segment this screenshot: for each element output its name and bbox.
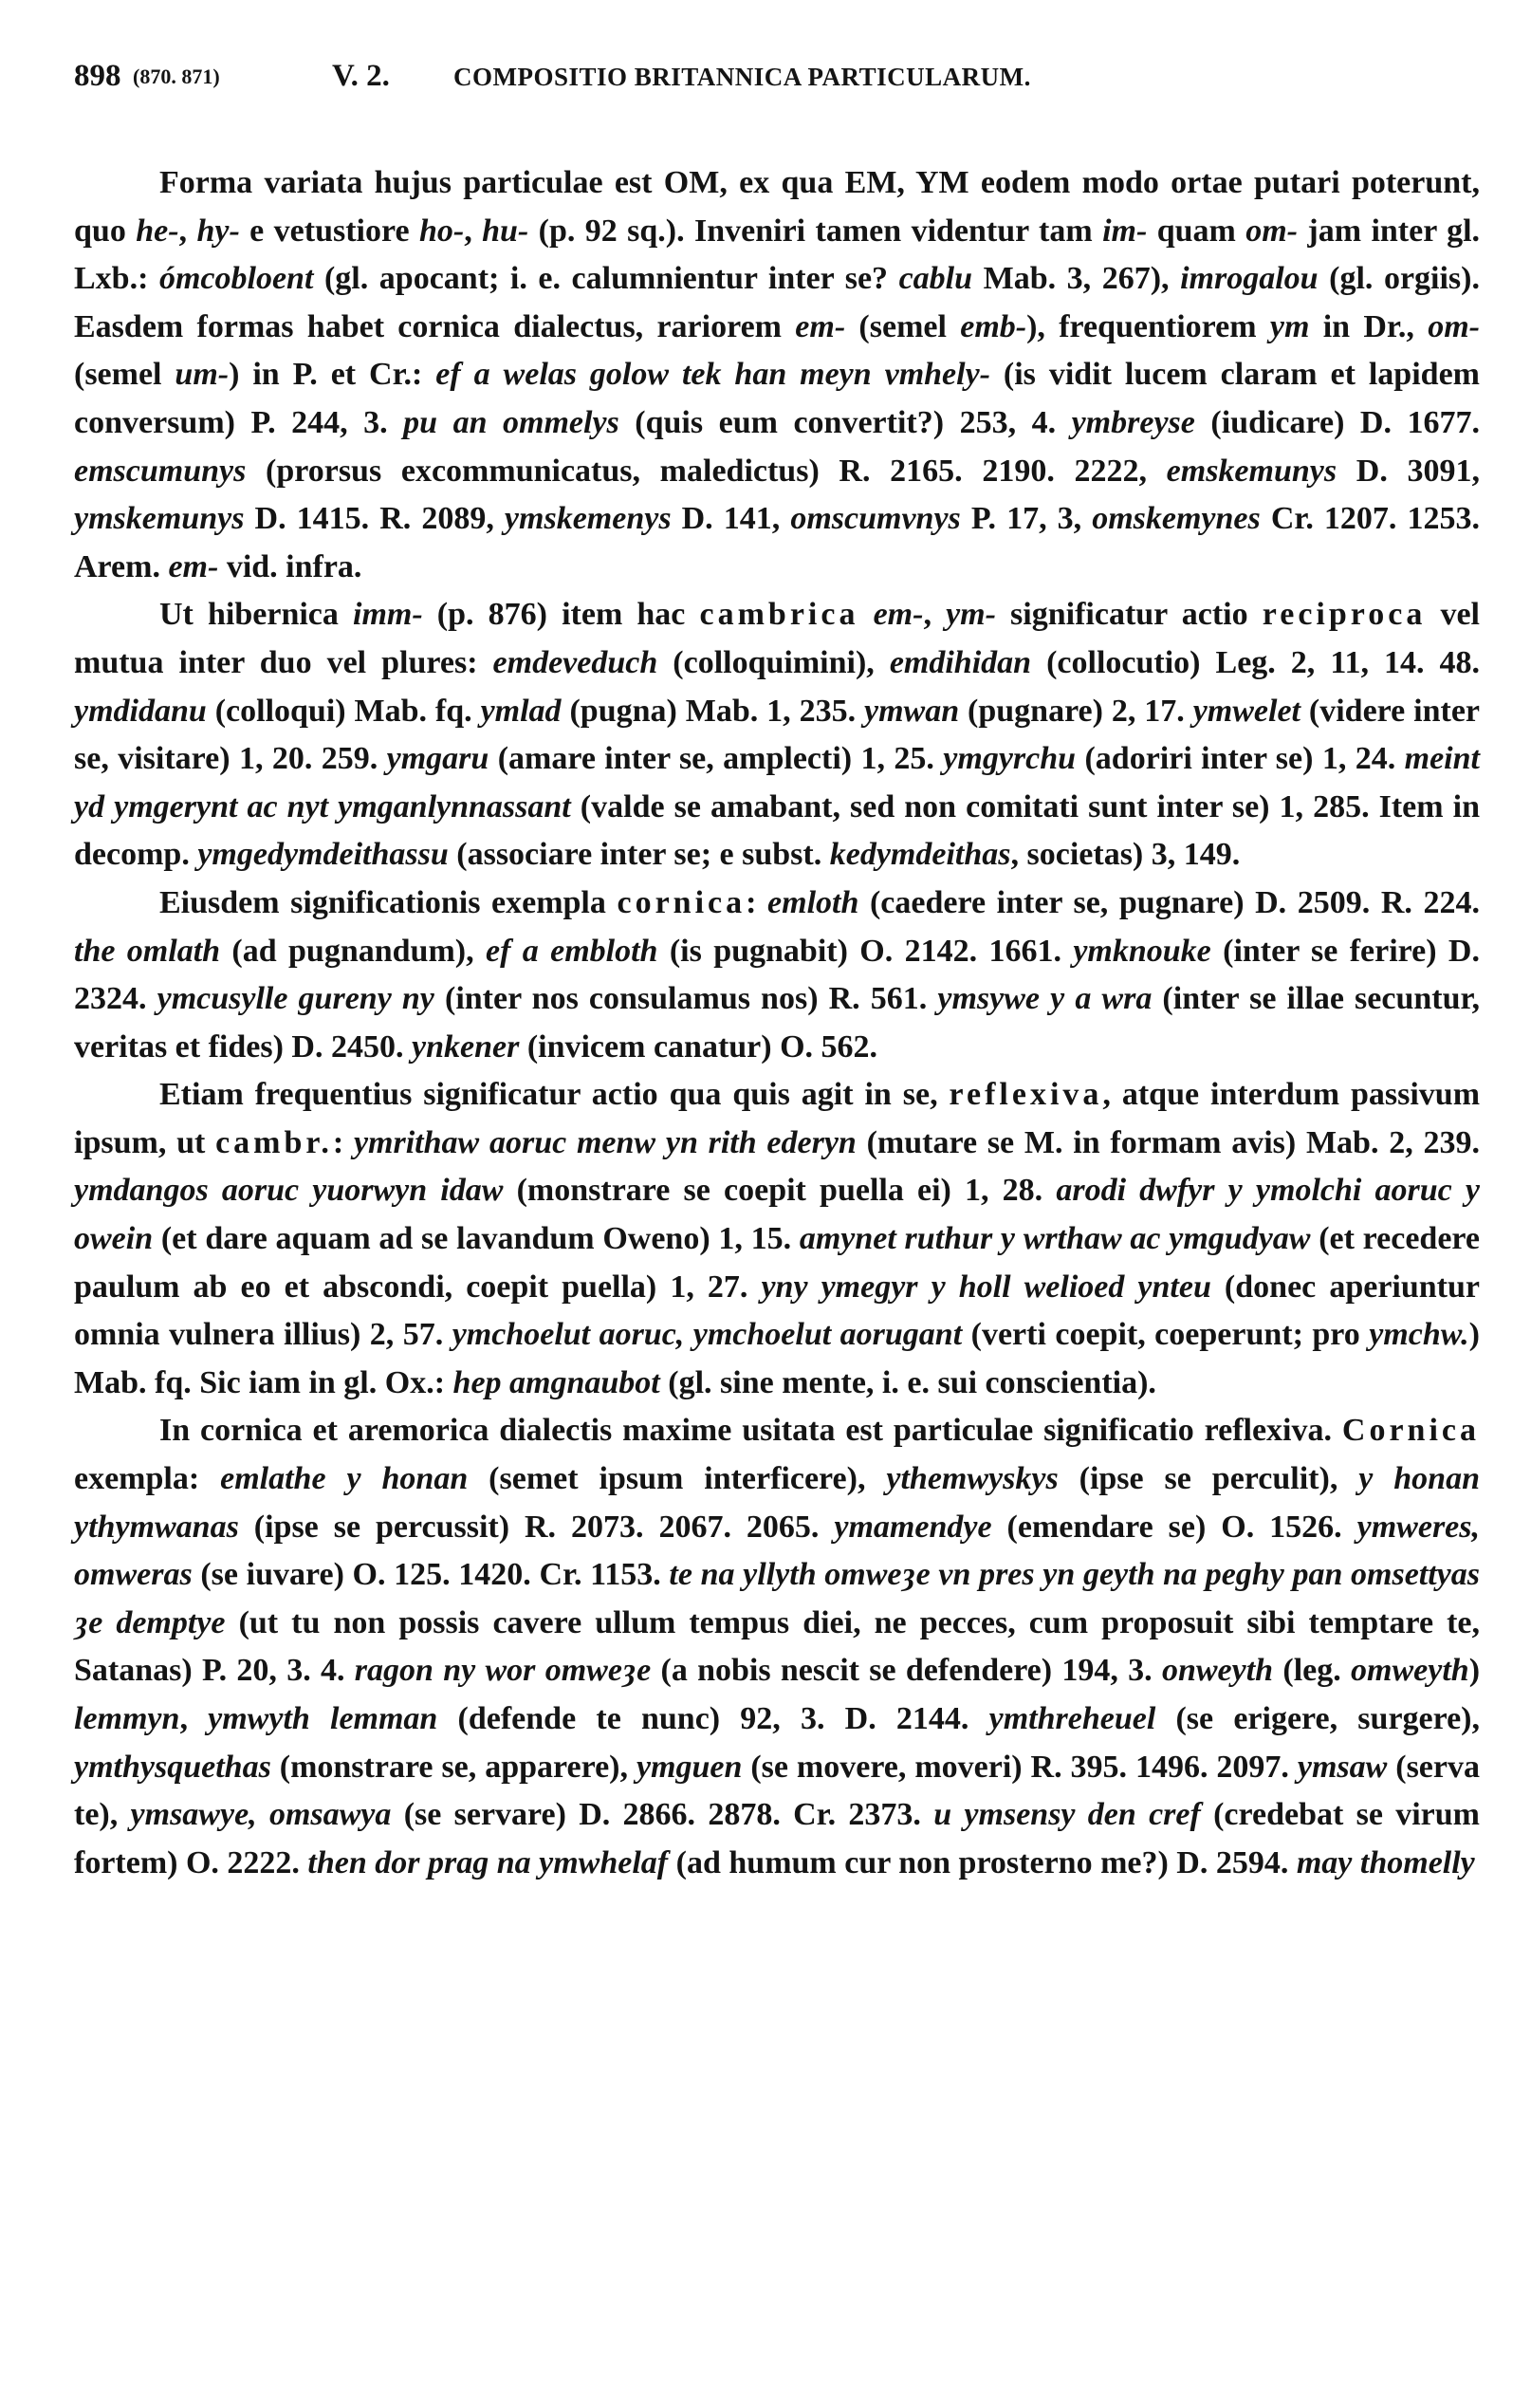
text-run: (ipse se percussit) R. 2073. 2067. 2065. [238,1509,835,1545]
text-run: (ipse se perculit), [1058,1461,1359,1497]
italic-term: he- [136,213,179,249]
text-run: (gl. apocant; i. e. calumnientur inter se? [313,261,899,297]
text-run: , atque interdum passivum ipsum, ut [74,1077,1481,1160]
italic-term: ythemwyskys [886,1461,1059,1497]
italic-term: hu- [482,213,529,249]
text-run: (quis eum convertit?) 253, 4. [618,404,1072,440]
italic-term: ymweres, omweras [74,1509,1480,1593]
italic-term: hep amgnaubot [452,1364,660,1400]
spaced-term: reciproca [1262,597,1427,633]
text-run: (ad pugnandum), [220,933,486,969]
text-run: (semet ipsum interficere), [468,1461,887,1497]
italic-term: om- [1428,308,1480,344]
text-run: (associare inter se; e subst. [448,837,830,873]
italic-term: im- [1102,213,1148,249]
italic-term: omskemynes [1092,501,1261,537]
text-run: (inter nos consulamus nos) R. 561. [433,981,938,1017]
italic-term: cablu [898,261,973,297]
italic-term: ymchoelut aoruc, ymchoelut aorugant [452,1317,963,1353]
italic-term: ym- [946,597,996,633]
italic-term: te na yllyth omweȝe vn pres yn geyth na peghy pan omsettyas ȝe demptye [74,1557,1480,1640]
text-run: ), frequentiorem [1026,308,1270,344]
italic-term: emscumunys [74,453,247,489]
text-run: D. 3091, [1337,453,1480,489]
italic-term: pu an ommelys [403,404,619,440]
italic-term: ymknouke [1073,933,1211,969]
italic-term: ef a embloth [485,933,658,969]
italic-term: ymsawye, omsawya [130,1797,392,1833]
italic-term: ho- [418,213,465,249]
text-run: (a nobis nescit se defendere) 194, 3. [651,1653,1162,1689]
text-run: (inter se ferire) D. 2324. [74,933,1480,1017]
text-run: (serva te), [74,1749,1480,1833]
text-run: (invicem canatur) O. 562. [519,1028,878,1065]
text-run: vel mutua inter duo vel plures: [74,597,1480,680]
italic-term: em- [168,548,219,584]
italic-term: ymgaru [386,741,489,777]
text-run: ) Mab. fq. Sic iam in gl. Ox.: [74,1317,1480,1400]
italic-term: um- [175,357,230,393]
text-run: , [178,213,197,249]
text-run: (mutare se M. in formam avis) Mab. 2, 239. [856,1124,1480,1160]
text-run: In cornica et aremorica dialectis maxime usitata est particulae significatio reflexiva. [159,1413,1342,1449]
italic-term: emloth [767,884,859,920]
italic-term: ymwan [863,693,960,729]
text-run: ) [1468,1653,1481,1689]
italic-term: amynet ruthur y wrthaw ac ymgudyaw [799,1221,1311,1257]
italic-term: ymrithaw aoruc menw yn rith ederyn [353,1124,857,1160]
italic-term: ymthreheuel [988,1701,1156,1736]
text-run: (iudicare) D. 1677. [1194,404,1480,440]
text-run: (colloquimini), [657,644,890,680]
text-run: (leg. [1273,1653,1352,1689]
italic-term: then dor prag na ymwhelaf [307,1844,669,1880]
text-run: (valde se amabant, sed non comitati sunt inter se) 1, 285. Item in decomp. [74,788,1480,873]
running-title: COMPOSITIO BRITANNICA PARTICULARUM. [453,63,1031,91]
text-run: (se iuvare) O. 125. 1420. Cr. 1153. [192,1557,670,1593]
text-run: (monstrare se coepit puella ei) 1, 28. [503,1173,1057,1209]
italic-term: emskemunys [1166,453,1337,489]
text-run: (adoriri inter se) 1, 24. [1076,741,1405,777]
section-number: V. 2. [332,59,390,93]
text-run: (pugna) Mab. 1, 235. [561,693,864,729]
running-header [74,38,1480,104]
italic-term: kedymdeithas [829,837,1011,873]
paragraph [74,159,1480,591]
text-run: Etiam frequentius significatur actio qua quis agit in se, [159,1077,950,1113]
italic-term: ymcusylle gureny ny [157,981,434,1017]
spaced-term: cambrica [699,597,859,633]
text-run: Cr. 1207. 1253. Arem. [74,501,1480,584]
text-run: vid. infra. [218,548,362,584]
italic-term: ymthysquethas [74,1749,271,1785]
text-run: , [179,1701,209,1736]
italic-term: ymskemunys [74,501,245,537]
text-run: e vetustiore [239,213,419,249]
text-run: (credebat se virum fortem) O. 2222. [74,1797,1480,1880]
text-run: D. 141, [671,501,791,537]
text-run: D. 1415. R. 2089, [244,501,505,537]
italic-term: om- [1245,213,1299,249]
text-run: ) in P. et Cr.: [229,357,436,393]
spaced-term: cornica [617,884,747,920]
italic-term: imrogalou [1180,261,1319,297]
italic-term: emb- [960,308,1027,344]
text-run: significatur actio [995,597,1263,633]
body-text [74,159,1480,1887]
text-run: (emendare se) O. 1526. [991,1509,1357,1545]
text-run: jam inter gl. Lxb.: [74,213,1481,297]
page [74,38,1480,1887]
text-run: : [746,884,768,920]
text-run: exempla: [74,1461,221,1497]
italic-term: ymdangos aoruc yuorwyn idaw [74,1173,504,1209]
italic-term: meint yd ymgerynt ac nyt ymganlynnassant [74,741,1480,824]
italic-term: ynkener [411,1028,520,1065]
text-run: (defende te nunc) 92, 3. D. 2144. [437,1701,989,1736]
text-run: (monstrare se, apparere), [270,1749,636,1785]
text-run: Forma variata hujus particulae est OM, ex qua EM, YM eodem modo ortae putari poterunt, quo [74,165,1480,249]
text-run: Ut hibernica [159,597,354,633]
italic-term: u ymsensy den cref [933,1797,1201,1833]
text-run: (se erigere, surgere), [1155,1701,1481,1736]
italic-term: lemmyn [74,1701,180,1736]
italic-term: ymlad [480,693,562,729]
text-run: (prorsus excommunicatus, maledictus) R. 2165. 2190. 2222, [246,453,1167,489]
text-run: (se servare) D. 2866. 2878. Cr. 2373. [391,1797,934,1833]
paragraph [74,1407,1480,1887]
italic-term: the omlath [74,933,221,969]
italic-term: ymdidanu [74,693,207,729]
text-run: in Dr., [1309,308,1429,344]
italic-term: ymskemenys [504,501,672,537]
text-run: , [923,597,947,633]
italic-term: ef a welas golow tek han meyn vmhely- [435,357,990,393]
italic-term: ymsaw [1297,1749,1388,1785]
text-run: (is pugnabit) O. 2142. 1661. [657,933,1074,969]
italic-term: ymamendye [834,1509,992,1545]
text-run: (ad humum cur non prosterno me?) D. 2594. [668,1844,1297,1880]
italic-term: omscumvnys [790,501,961,537]
text-run: (caedere inter se, pugnare) D. 2509. R. 224. [858,884,1480,920]
text-run: P. 17, 3, [960,501,1093,537]
italic-term: yny ymegyr y holl welioed ynteu [761,1269,1211,1305]
italic-term: ymgedymdeithassu [197,837,449,873]
italic-term: y honan ythymwanas [74,1461,1480,1545]
text-run: Mab. 3, 267), [972,261,1181,297]
text-run: (videre inter se, visitare) 1, 20. 259. [74,693,1480,777]
text-run: (semel [74,357,175,393]
italic-term: em- [795,308,846,344]
text-run: (pugnare) 2, 17. [959,693,1193,729]
text-run: (et dare aquam ad se lavandum Oweno) 1, 15. [153,1221,800,1257]
italic-term: onweyth [1161,1653,1274,1689]
italic-term: ymguen [636,1749,743,1785]
paragraph [74,591,1480,880]
text-run [858,597,873,632]
text-run: , [464,213,483,249]
text-run: (gl. orgiis). Easdem formas habet cornica dialectus, rariorem [74,261,1480,344]
text-run: (p. 876) item hac [422,597,700,633]
italic-term: ragon ny wor omweȝe [354,1653,652,1689]
italic-term: may thomelly [1296,1844,1475,1880]
spaced-term: reflexiva [949,1077,1103,1113]
italic-term: ómcobloent [158,261,314,297]
italic-term: ymchw. [1369,1317,1469,1353]
italic-term: emdihidan [889,644,1032,680]
text-run: (is vidit lucem claram et lapidem conversum) P. 244, 3. [74,357,1480,440]
text-run: , societas) 3, 149. [1010,837,1241,873]
text-run: (collocutio) Leg. 2, 11, 14. 48. [1031,644,1480,680]
italic-term: ymbreyse [1071,404,1195,440]
text-run: (ut tu non possis cavere ullum tempus diei, ne pecces, cum proposuit sibi temptare te, Satanas) P. 20, 3. 4. [74,1604,1481,1689]
text-run: (se movere, moveri) R. 395. 1496. 2097. [742,1749,1298,1785]
spaced-term: cambr. [215,1124,333,1160]
italic-term: em- [873,597,924,633]
italic-term: emdeveduch [492,644,658,680]
spaced-term: Cornica [1341,1413,1480,1449]
italic-term: ymgyrchu [943,741,1077,777]
text-run: (et recedere paulum ab eo et abscondi, coepit puella) 1, 27. [74,1221,1480,1305]
text-run: Eiusdem significationis exempla [159,884,618,920]
text-run: quam [1147,213,1246,249]
italic-term: ymwelet [1192,693,1300,729]
text-run: (verti coepit, coeperunt; pro [962,1317,1370,1353]
italic-term: ymsywe y a wra [937,981,1153,1017]
italic-term: hy- [196,213,240,249]
page-number: 898 [74,59,121,93]
text-run: : [332,1124,354,1160]
italic-term: ym [1269,308,1310,344]
text-run: (donec aperiuntur omnia vulnera illius) 2, 57. [74,1269,1480,1353]
text-run: (p. 92 sq.). Inveniri tamen videntur tam [528,213,1103,249]
italic-term: ymwyth lemman [208,1701,438,1736]
paragraph [74,880,1480,1071]
text-run: (gl. sine mente, i. e. sui conscientia). [659,1364,1156,1400]
text-run: (amare inter se, amplecti) 1, 25. [489,741,944,777]
italic-term: arodi dwfyr y ymolchi aoruc y owein [74,1173,1480,1257]
text-run: (semel [845,308,961,344]
italic-term: imm- [353,597,423,633]
italic-term: emlathe y honan [220,1461,469,1497]
italic-term: omweyth [1351,1653,1469,1689]
column-numbers: (870. 871) [133,65,220,88]
text-run: (inter se illae secuntur, veritas et fides) D. 2450. [74,981,1480,1065]
text-run: (colloqui) Mab. fq. [206,693,481,729]
paragraph [74,1071,1480,1407]
